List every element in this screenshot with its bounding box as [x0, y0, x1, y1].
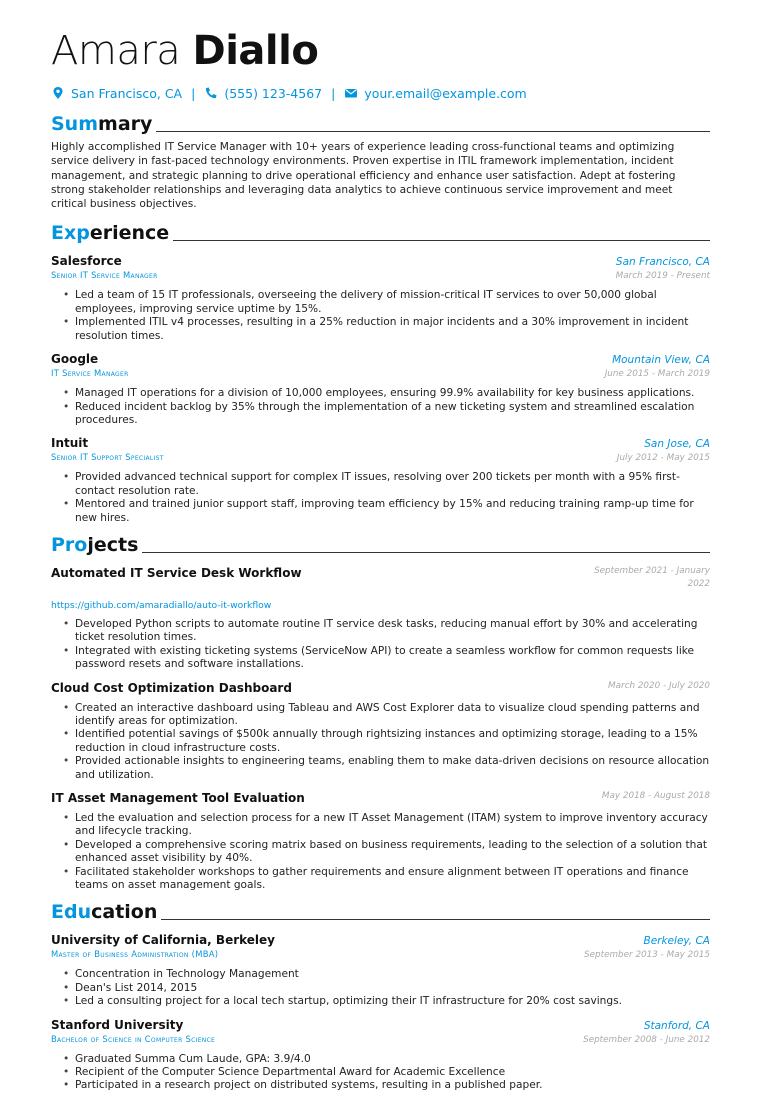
- entry-header: [51, 435, 710, 451]
- contact-separator: |: [191, 85, 196, 101]
- project-entry: [51, 790, 710, 892]
- bullet-list: [51, 618, 710, 672]
- bullet-item: • Identified potential savings of $500k annually through rightsizing instances and optimizing storage, leading to a 15% reduction in cloud infrastructure costs.: [75, 728, 710, 755]
- candidate-name: [51, 28, 710, 76]
- bullet-item: • Concentration in Technology Management: [75, 968, 710, 981]
- section-title: Experience: [51, 222, 170, 245]
- bullet-item: • Led the evaluation and selection process for a new IT Asset Management (ITAM) system to improve inventory accuracy and lifecycle tracking.: [75, 812, 710, 839]
- entry-header: [51, 932, 710, 948]
- education-entry: [51, 1017, 710, 1093]
- last-name: Diallo: [192, 28, 319, 74]
- bullet-item: • Provided advanced technical support for complex IT issues, resolving over 200 tickets per month with a 95% first-contact resolution rate.: [75, 471, 710, 498]
- experience-entry: [51, 253, 710, 343]
- project-name: Automated IT Service Desk Workflow: [51, 565, 302, 580]
- experience-list: [51, 253, 710, 524]
- education-entry: [51, 932, 710, 1008]
- school-name: Stanford University: [51, 1017, 184, 1032]
- bullet-item: • Mentored and trained junior support staff, improving team efficiency by 15% and reducing training ramp-up time for new hires.: [75, 498, 710, 525]
- bullet-item: • Dean's List 2014, 2015: [75, 982, 710, 995]
- entry-dates: July 2012 - May 2015: [616, 453, 710, 464]
- bullet-item: • Developed a comprehensive scoring matrix based on business requirements, leading to the selection of a solution that enhanced asset visibility by 40%.: [75, 839, 710, 866]
- phone-icon: [204, 86, 218, 100]
- section-rule: [156, 131, 710, 132]
- project-entry: [51, 565, 710, 672]
- envelope-icon: [344, 86, 358, 100]
- section-rule: [173, 240, 710, 241]
- projects-list: [51, 565, 710, 893]
- company-name: Google: [51, 352, 99, 367]
- first-name: Amara: [51, 28, 181, 74]
- bullet-item: • Reduced incident backlog by 35% through the implementation of a new ticketing system and streamlined escalation procedures.: [75, 401, 710, 428]
- map-pin-icon: [51, 86, 65, 100]
- entry-subheader: [51, 367, 710, 381]
- project-entry: [51, 680, 710, 782]
- entry-subheader: [51, 269, 710, 283]
- contact-phone: (555) 123-4567: [224, 85, 323, 101]
- entry-dates: June 2015 - March 2019: [604, 369, 710, 380]
- entry-header: [51, 790, 710, 806]
- entry-dates: March 2019 - Present: [615, 271, 710, 282]
- experience-heading: [51, 219, 710, 245]
- summary-heading: [51, 110, 710, 136]
- section-title: Education: [51, 901, 158, 924]
- contact-bar: [51, 82, 710, 104]
- entry-header: [51, 1017, 710, 1033]
- contact-location: San Francisco, CA: [71, 85, 183, 101]
- project-name: IT Asset Management Tool Evaluation: [51, 791, 305, 806]
- projects-heading: [51, 531, 710, 557]
- bullet-item: • Led a consulting project for a local tech startup, optimizing their IT infrastructure for 20% cost savings.: [75, 995, 710, 1008]
- company-name: Intuit: [51, 436, 89, 451]
- entry-dates: September 2021 - January 2022: [594, 565, 710, 589]
- job-title: Senior IT Support Specialist: [51, 452, 164, 463]
- entry-header: [51, 680, 710, 696]
- project-link[interactable]: https://github.com/amaradiallo/auto-it-workflow: [51, 599, 272, 611]
- entry-header: [51, 565, 710, 591]
- bullet-list: [51, 1053, 710, 1093]
- bullet-item: • Implemented ITIL v4 processes, resulting in a 25% reduction in major incidents and a 30% improvement in incident resolution times.: [75, 316, 710, 343]
- degree-name: Master of Business Administration (MBA): [51, 949, 219, 960]
- bullet-item: • Recipient of the Computer Science Departmental Award for Academic Excellence: [75, 1066, 710, 1079]
- entry-header: [51, 253, 710, 269]
- section-rule: [142, 552, 710, 553]
- contact-separator: |: [331, 85, 336, 101]
- bullet-list: [51, 387, 710, 427]
- bullet-list: [51, 812, 710, 892]
- degree-name: Bachelor of Science in Computer Science: [51, 1033, 216, 1044]
- entry-subheader: [51, 1033, 710, 1047]
- experience-entry: [51, 351, 710, 427]
- entry-dates: May 2018 - August 2018: [601, 791, 710, 802]
- education-heading: [51, 898, 710, 924]
- experience-entry: [51, 435, 710, 525]
- bullet-item: • Created an interactive dashboard using Tableau and AWS Cost Explorer data to visualize cloud spending patterns and identify areas for optimization.: [75, 702, 710, 729]
- section-rule: [161, 919, 710, 920]
- entry-location: San Francisco, CA: [615, 256, 710, 269]
- job-title: IT Service Manager: [51, 368, 129, 379]
- bullet-item: • Provided actionable insights to engineering teams, enabling them to make data-driven decisions on resource allocation and utilization.: [75, 755, 710, 782]
- bullet-item: • Managed IT operations for a division of 10,000 employees, ensuring 99.9% availability for key business applications.: [75, 387, 710, 400]
- entry-location: Mountain View, CA: [612, 354, 710, 367]
- section-title: Projects: [51, 533, 139, 556]
- section-title: Summary: [51, 113, 153, 135]
- bullet-list: [51, 471, 710, 525]
- resume-page: [51, 28, 710, 1093]
- bullet-item: • Developed Python scripts to automate routine IT service desk tasks, reducing manual effort by 30% and accelerating ticket resolution times.: [75, 618, 710, 645]
- entry-subheader: [51, 451, 710, 465]
- bullet-item: • Graduated Summa Cum Laude, GPA: 3.9/4.0: [75, 1053, 710, 1066]
- bullet-item: • Integrated with existing ticketing systems (ServiceNow API) to create a seamless workflow for common requests like password resets and software installations.: [75, 645, 710, 672]
- bullet-item: • Facilitated stakeholder workshops to gather requirements and ensure alignment between IT operations and finance teams on asset management goals.: [75, 866, 710, 893]
- bullet-list: [51, 702, 710, 782]
- bullet-list: [51, 968, 710, 1008]
- entry-location: San Jose, CA: [644, 438, 710, 451]
- entry-location: Stanford, CA: [643, 1019, 710, 1032]
- job-title: Senior IT Service Manager: [51, 270, 158, 281]
- education-list: [51, 932, 710, 1092]
- bullet-item: • Participated in a research project on distributed systems, resulting in a published paper.: [75, 1079, 710, 1092]
- entry-dates: March 2020 - July 2020: [608, 680, 710, 691]
- entry-location: Berkeley, CA: [643, 935, 710, 948]
- bullet-item: • Led a team of 15 IT professionals, overseeing the delivery of mission-critical IT services to over 50,000 global employees, improving service uptime by 15%.: [75, 289, 710, 316]
- bullet-list: [51, 289, 710, 343]
- entry-header: [51, 351, 710, 367]
- contact-email[interactable]: your.email@example.com: [364, 85, 527, 101]
- company-name: Salesforce: [51, 254, 122, 269]
- project-name: Cloud Cost Optimization Dashboard: [51, 680, 292, 695]
- entry-dates: September 2013 - May 2015: [584, 950, 710, 961]
- entry-subheader: [51, 948, 710, 962]
- school-name: University of California, Berkeley: [51, 933, 275, 948]
- summary-text: Highly accomplished IT Service Manager with 10+ years of experience leading cross-functional teams and optimizing service delivery in fast-paced technology environments. Proven expertise in ITIL framework implementation, incident management, and strategic planning to drive operational efficiency and enhance user satisfaction. Adept at fostering strong stakeholder relationships and leveraging data analytics to achieve continuous service improvement and meet critical business objectives.: [51, 141, 676, 211]
- entry-dates: September 2008 - June 2012: [583, 1034, 710, 1045]
